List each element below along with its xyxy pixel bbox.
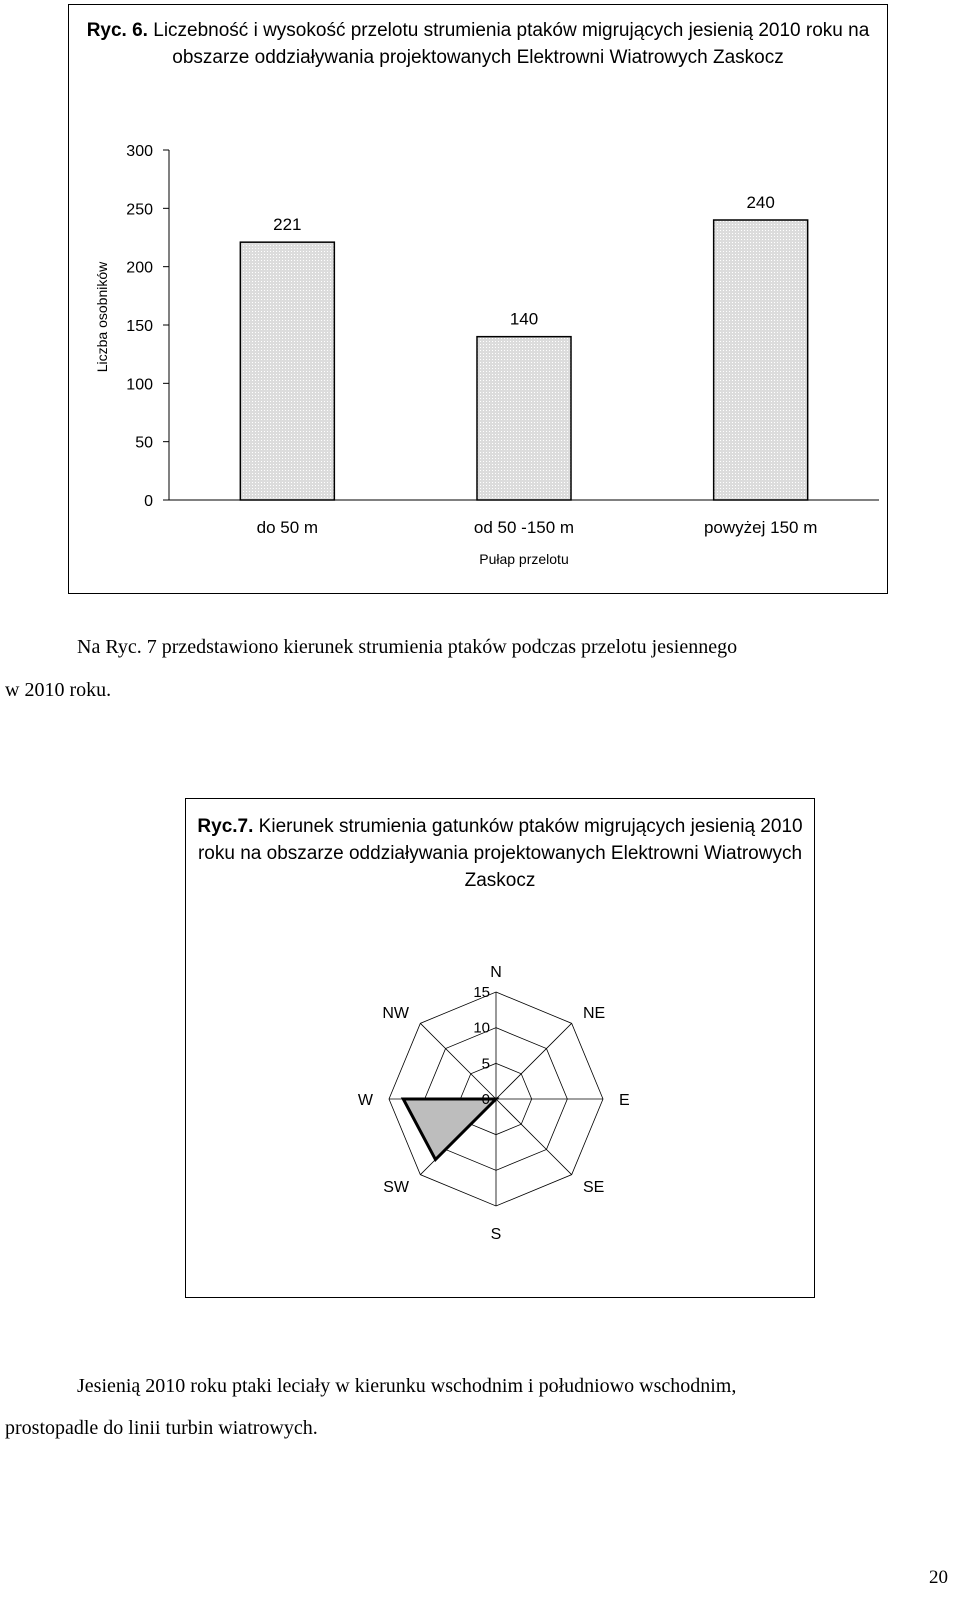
y-tick-label: 250 (126, 201, 153, 219)
radar-spoke (496, 1099, 572, 1175)
radar-axis-label: NW (382, 1005, 410, 1023)
paragraph-1-line-2: w 2010 roku. (5, 679, 112, 701)
x-tick-label: do 50 m (256, 518, 319, 537)
radar-axis-label: W (357, 1092, 373, 1109)
y-tick-label: 50 (135, 434, 153, 452)
bar-chart-svg (69, 5, 889, 595)
radar-chart-title-text: Kierunek strumienia gatunków ptaków migrujących jesienią 2010 roku na obszarze oddziaływania projektowanych Elektrowni Wiatrowych Zaskocz (197, 816, 803, 891)
paragraph-1-line-1: Na Ryc. 7 przedstawiono kierunek strumienia ptaków podczas przelotu jesiennego (77, 636, 738, 658)
radar-axis-label: E (619, 1092, 630, 1109)
radar-tick-label: 5 (481, 1055, 490, 1073)
bar (714, 220, 808, 500)
bar-chart-title-prefix: Ryc. 6. (86, 20, 148, 41)
radar-chart-title-prefix: Ryc.7. (197, 816, 254, 837)
bar-data-label: 221 (273, 215, 302, 235)
radar-tick-label: 10 (473, 1019, 490, 1037)
radar-tick-label: 0 (481, 1091, 490, 1108)
radar-axis-label: S (490, 1226, 502, 1243)
radar-axis-label: SE (582, 1178, 605, 1196)
page-number: 20 (929, 1567, 948, 1588)
paragraph-2-line-2: prostopadle do linii turbin wiatrowych. (5, 1417, 318, 1439)
y-axis-title: Liczba osobników (94, 261, 110, 373)
radar-axis-label: NE (582, 1005, 606, 1023)
bar-chart-title-text: Liczebność i wysokość przelotu strumienia ptaków migrujących jesienią 2010 roku na obszarze oddziaływania projektowanych Elektrowni Wiatrowych Zaskocz (153, 20, 870, 68)
radar-tick-label: 15 (473, 984, 490, 1001)
paragraph-2-line-1: Jesienią 2010 roku ptaki leciały w kierunku wschodnim i południowo wschodnim, (77, 1375, 737, 1397)
bar (477, 337, 571, 500)
radar-chart-svg (186, 799, 816, 1299)
radar-chart-frame (185, 798, 815, 1298)
bar (240, 242, 334, 500)
bar-chart-frame (68, 4, 888, 594)
x-axis-title: Pułap przelotu (479, 551, 569, 567)
radar-spoke (496, 1023, 572, 1099)
radar-axis-label: SW (383, 1178, 410, 1196)
y-tick-label: 100 (126, 376, 153, 394)
y-tick-label: 200 (126, 259, 153, 277)
y-tick-label: 150 (126, 318, 153, 335)
y-tick-label: 300 (126, 143, 153, 160)
radar-axis-label: N (490, 964, 502, 981)
y-tick-label: 0 (144, 493, 153, 510)
bar-data-label: 240 (746, 193, 775, 212)
bar-data-label: 140 (509, 309, 539, 329)
x-tick-label: powyżej 150 m (703, 518, 818, 537)
x-tick-label: od 50 -150 m (473, 518, 575, 537)
